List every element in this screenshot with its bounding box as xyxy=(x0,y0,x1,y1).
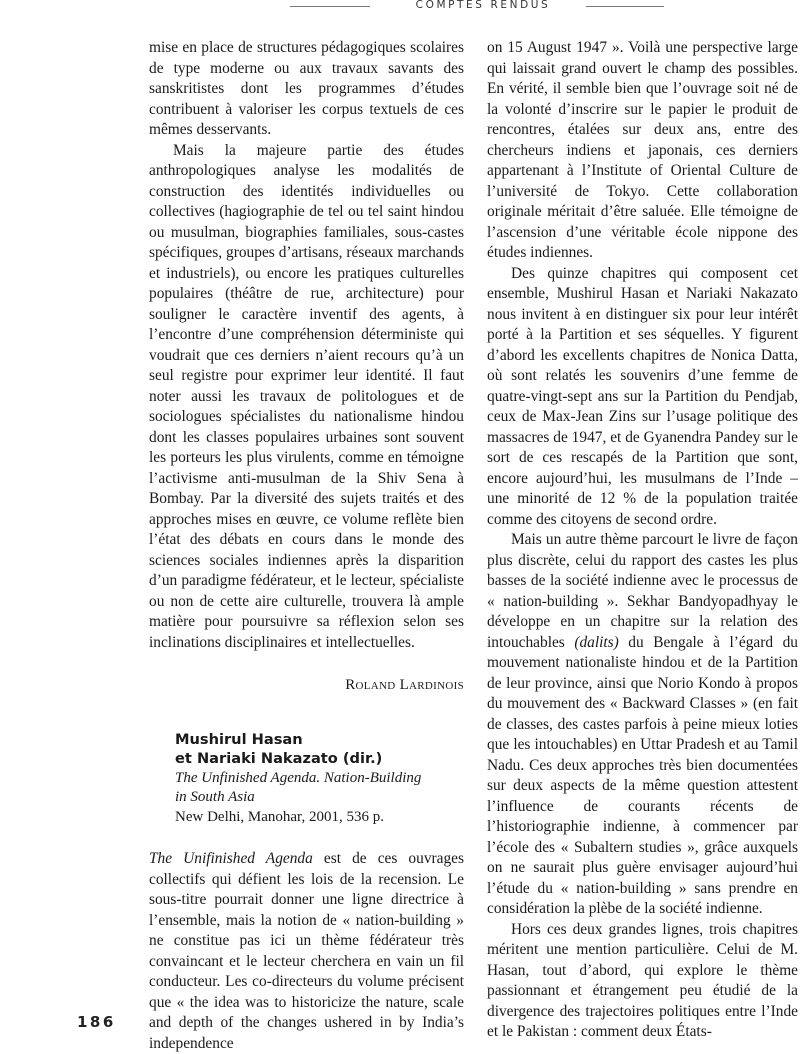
paragraph-text: est de ces ouvrages collectifs qui défient les lois de la recension. Le sous-titre pourrait donner une ligne directrice à l’ensemble, mais la notion de « nation-building » ne constitue pas ici un thème fédérateur très convaincant et le lecteur cherchera en vain un fil conducteur. Les co-directeurs du volume précisent que « the idea was to historicize the nature, scale and depth of the changes ushered in by India’s independence xyxy=(149,850,464,1052)
book-reference xyxy=(149,730,464,828)
paragraph-text: du Bengale à l’égard du mouvement nationaliste hindou et de la Partition de leur province, ainsi que Norio Kondo à propos du mouvement des « Backward Classes » (en fait de classes, des castes parfois à peine mieux loties que les intouchables) en Uttar Pradesh et au Tamil Nadu. Ces deux approches très bien documentées sur deux aspects de la même question attestent l’influence de courants récents de l’historiographie indienne, à commencer par l’école des « Subaltern studies », grâce auxquels on ne saurait plus guère envisager aujourd’hui l’étude du « nation-building » sans prendre en considération la plèbe de la société indienne. xyxy=(487,633,798,917)
book-publication: New Delhi, Manohar, 2001, 536 p. xyxy=(175,808,384,825)
book-title-inline: The Unifinished Agenda xyxy=(149,850,313,867)
italic-term: (dalits) xyxy=(574,633,619,651)
page-number: 186 xyxy=(77,1013,116,1031)
paragraph: Mais la majeure partie des études anthropologiques analyse les modalités de construction des identités individuelles ou collectives (hagiographie de tel ou tel saint hindou ou musulman, biographies familiales, sous-castes spécifiques, groupes d’artisans, réseaux marchands et industriels), ou encore les pratiques culturelles populaires (théâtre de rue, architecture) pour souligner le caractère inventif des agents, à l’encontre d’une compréhension déterministe qui voudrait que ces derniers n’aient recours qu’à un seul registre pour exprimer leur identité. Il faut noter aussi les travaux de politologues et de sociologues spécialistes du nationalisme hindou dont les classes populaires urbaines sont souvent les porteurs les plus virulents, comme en témoigne l’activisme anti-musulman de la Shiv Sena à Bombay. Par la diversité des sujets traités et des approches mises en œuvre, ce volume reflète bien l’état des débats en cours dans le monde des sciences sociales indiennes après la disparition d’un paradigme fédérateur, et le lecteur, spécialiste ou non de cette aire culturelle, trouvera là ample matière pour poursuivre sa réflexion selon ses inclinations disciplinaires et intellectuelles. xyxy=(149,141,464,651)
paragraph: on 15 August 1947 ». Voilà une perspective large qui laissait grand ouvert le champ des possibles. En vérité, il semble bien que l’ouvrage soit né de la volonté d’inscrire sur le papier le produit de rencontres, étalées sur deux ans, entre des chercheurs indiens et japonais, ces derniers appartenant à l’Institute of Oriental Culture de l’université de Tokyo. Cette collaboration originale méritait d’être saluée. Elle témoigne de l’ascension d’une véritable école nippone des études indiennes. xyxy=(487,39,798,261)
header-rule-left xyxy=(290,6,370,7)
paragraph: Hors ces deux grandes lignes, trois chapitres méritent une mention particulière. Celui de M. Hasan, tout d’abord, qui explore le thème passionnant et étrangement peu étudié de la divergence des trajectoires politiques entre l’Inde et le Pakistan : comment deux États- xyxy=(487,920,798,1040)
review-signature: Roland Lardinois xyxy=(345,677,464,693)
running-header xyxy=(0,0,800,16)
left-column xyxy=(149,38,464,1054)
paragraph xyxy=(487,530,798,920)
book-title-line2: in South Asia xyxy=(175,789,255,805)
right-column xyxy=(487,38,798,1043)
header-rule-right xyxy=(586,6,664,7)
section-title: COMPTES RENDUS xyxy=(415,0,551,11)
book-title-line1: The Unfinished Agenda. Nation-Building xyxy=(175,769,422,786)
book-authors-line2: et Nariaki Nakazato (dir.) xyxy=(175,750,383,767)
paragraph-text: Mais un autre thème parcourt le livre de façon plus discrète, celui du rapport des castes les plus basses de la société indienne avec le processus de « nation-building ». Sekhar Bandyopadhyay le développe en un chapitre sur la relation des intouchables xyxy=(487,531,798,651)
paragraph: Des quinze chapitres qui composent cet ensemble, Mushirul Hasan et Nariaki Nakazato nous invitent à en distinguer six pour leur intérêt porté à la Partition et ses séquelles. Y figurent d’abord les excellents chapitres de Nonica Datta, où sont relatés les souvenirs d’une femme de quatre-vingt-sept ans sur la Partition du Pendjab, ceux de Max-Jean Zins sur l’usage politique des massacres de 1947, et de Gyanendra Pandey sur le sort de ces rescapés de la Partition que sont, encore aujourd’hui, les musulmans de l’Inde – une minorité de 12 % de la population traitée comme des citoyens de second ordre. xyxy=(487,264,798,528)
book-authors-line1: Mushirul Hasan xyxy=(175,730,303,748)
paragraph xyxy=(149,849,464,1054)
paragraph: mise en place de structures pédagogiques scolaires de type moderne ou aux travaux savants des sanskritistes dont les programmes d’études contribuent à valoriser les corpus textuels de ces mêmes desservants. xyxy=(149,39,464,138)
